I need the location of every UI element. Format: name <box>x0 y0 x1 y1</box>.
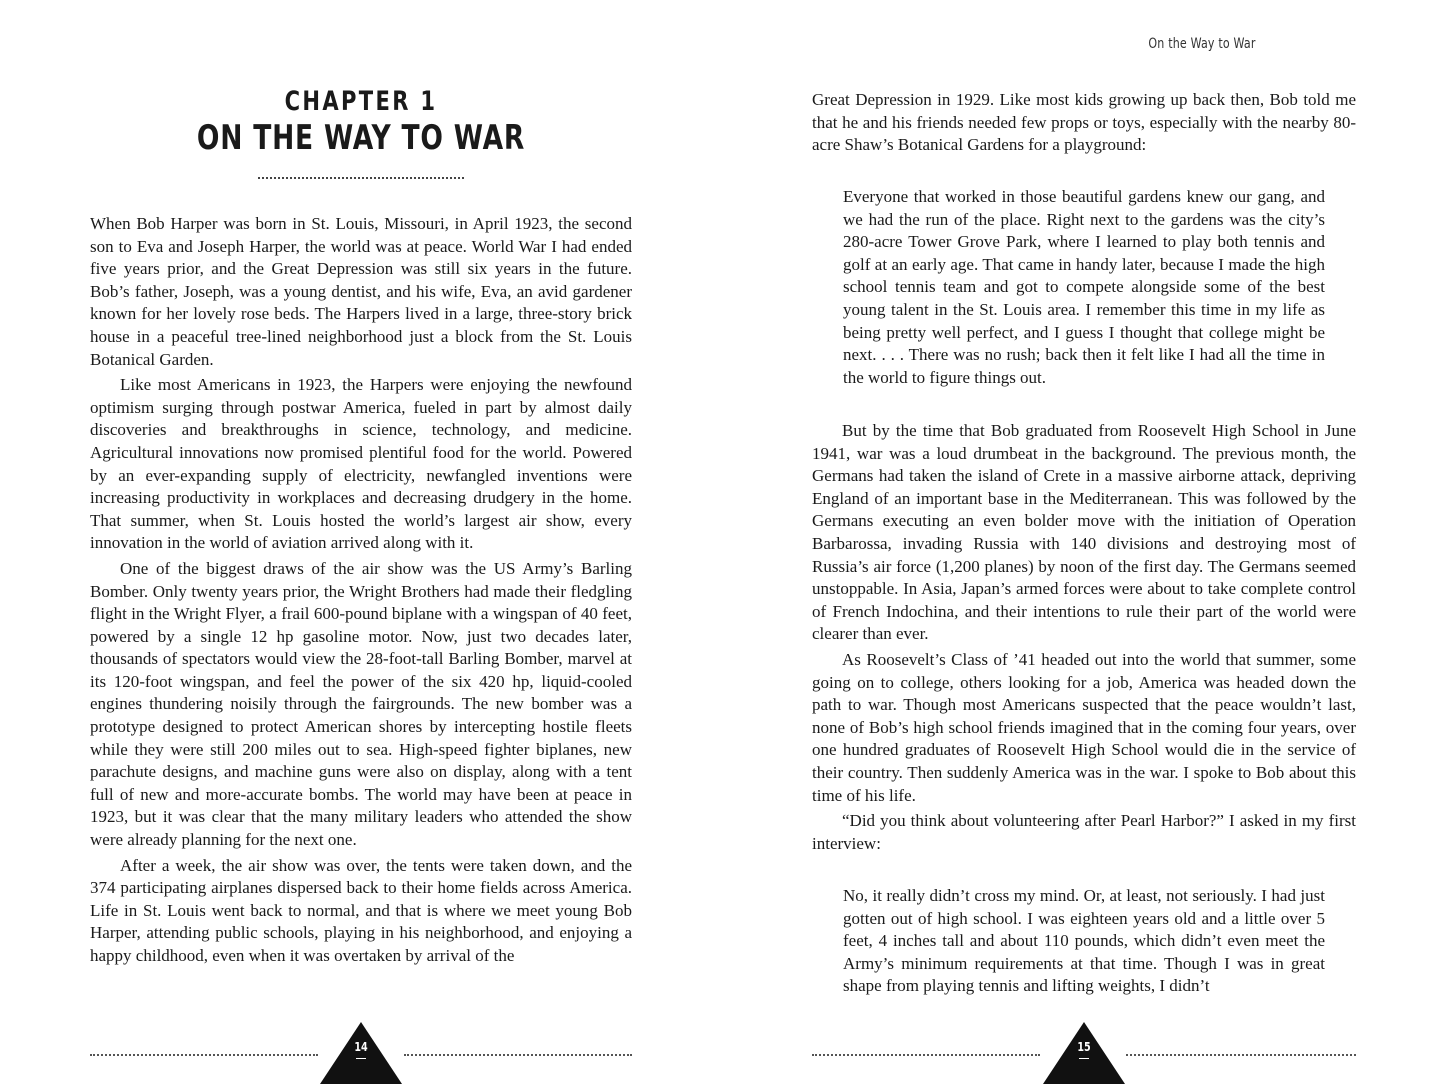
paragraph: As Roosevelt’s Class of ’41 headed out into the world that summer, some going on to college, others looking for a job, America was headed down the path to war. Though most Americans suspected that the peace wouldn’t last, none of Bob’s high school friends imagined that in the coming four years, over one hundred graduates of Roosevelt High School would die in the service of their country. Then suddenly America was in the war. I spoke to Bob about this time of his life. <box>812 649 1356 805</box>
footer-dotted-rule-right <box>404 1054 632 1056</box>
left-page <box>0 0 722 1084</box>
page-number: 15 <box>1077 1040 1091 1054</box>
paragraph: “Did you think about volunteering after Pearl Harbor?” I asked in my first interview: <box>812 811 1356 853</box>
right-top-paragraph-block <box>812 89 1356 160</box>
footer-dotted-rule-left <box>812 1054 1040 1056</box>
footer-dotted-rule-right <box>1126 1054 1356 1056</box>
paragraph: After a week, the air show was over, the tents were taken down, and the 374 participating airplanes dispersed back to their home fields across America. Life in St. Louis went back to normal, and that is where we meet young Bob Harper, attending public schools, playing in his neighborhood, and enjoying a happy childhood, even when it was overtaken by arrival of the <box>90 855 632 965</box>
footer-dotted-rule-left <box>90 1054 318 1056</box>
block-quote: Everyone that worked in those beautiful gardens knew our gang, and we had the run of the place. Right next to the gardens was the city’s 280-acre Tower Grove Park, where I learned to play both tennis and golf at an early age. That came in handy later, because I made the high school tennis team and got to compete alongside some of the best young talent in the St. Louis area. I remember this time in my life as being pretty well perfect, and I guess I thought that college might be next. . . . There was no rush; back then it felt like I had all the time in the world to figure things out. <box>843 187 1325 387</box>
left-body-text <box>90 213 632 971</box>
title-dotted-rule <box>258 177 464 179</box>
page-number-underline <box>356 1058 366 1059</box>
block-quote: No, it really didn’t cross my mind. Or, at least, not seriously. I had just gotten out of high school. I was eighteen years old and a little over 5 feet, 4 inches tall and about 110 pounds, which didn’t even meet the Army’s minimum requirements at that time. Though I was in great shape from playing tennis and lifting weights, I didn’t <box>843 886 1325 996</box>
paragraph: Great Depression in 1929. Like most kids growing up back then, Bob told me that he and his friends needed few props or toys, especially with the nearby 80-acre Shaw’s Botanical Gardens for a playground: <box>812 90 1356 155</box>
running-head: On the Way to War <box>1148 36 1256 52</box>
paragraph: When Bob Harper was born in St. Louis, Missouri, in April 1923, the second son to Eva and Joseph Harper, the world was at peace. World War I had ended five years prior, and the Great Depression was still six years in the future. Bob’s father, Joseph, was a young dentist, and his wife, Eva, an avid gardener known for her lovely rose beds. The Harpers lived in a large, three-story brick house in a peaceful tree-lined neighborhood just a block from the St. Louis Botanical Garden. <box>90 214 632 369</box>
paragraph: One of the biggest draws of the air show was the US Army’s Barling Bomber. Only twenty years prior, the Wright Brothers had made their fledgling flight in the Wright Flyer, a frail 600-pound biplane with a wingspan of 40 feet, powered by a single 12 hp gasoline motor. Now, just two decades later, thousands of spectators would view the 28-foot-tall Barling Bomber, marvel at its 120-foot wingspan, and feel the power of the six 420 hp, liquid-cooled engines thundering noisily through the fairgrounds. The new bomber was a prototype designed to protect American shores by intercepting hostile fleets while they were still 200 miles out to sea. High-speed fighter biplanes, new parachute designs, and machine guns were also on display, along with a tent full of new and more-accurate bombs. The world may have been at peace in 1923, but it was clear that the many military leaders who attended the show were already planning for the next one. <box>90 558 632 850</box>
paragraph: Like most Americans in 1923, the Harpers were enjoying the newfound optimism surging through postwar America, fueled in part by almost daily discoveries and breakthroughs in science, technology, and medicine. Agricultural innovations now promised plentiful food for the world. Powered by an ever-expanding supply of electricity, newfangled inventions were increasing productivity in workplaces and decreasing drudgery in the home. That summer, when St. Louis hosted the world’s largest air show, every innovation in the world of aviation arrived along with it. <box>90 375 632 553</box>
right-page <box>722 0 1445 1084</box>
chapter-title: ON THE WAY TO WAR <box>196 118 526 158</box>
paragraph: But by the time that Bob graduated from Roosevelt High School in June 1941, war was a loud drumbeat in the background. The previous month, the Germans had taken the island of Crete in a massive airborne attack, depriving England of an important base in the Mediterranean. This was followed by the Germans executing an even bolder move with the initiation of Operation Barbarossa, invading Russia with 140 divisions and destroying most of Russia’s air force (1,200 planes) by noon of the first day. The Germans seemed unstoppable. In Asia, Japan’s armed forces were about to take complete control of French Indochina, and their intentions to rule their part of the world were clearer than ever. <box>812 421 1356 644</box>
page-number: 14 <box>354 1040 368 1054</box>
right-body-text <box>812 420 1356 858</box>
chapter-label: CHAPTER 1 <box>284 86 438 117</box>
page-number-underline <box>1079 1058 1089 1059</box>
